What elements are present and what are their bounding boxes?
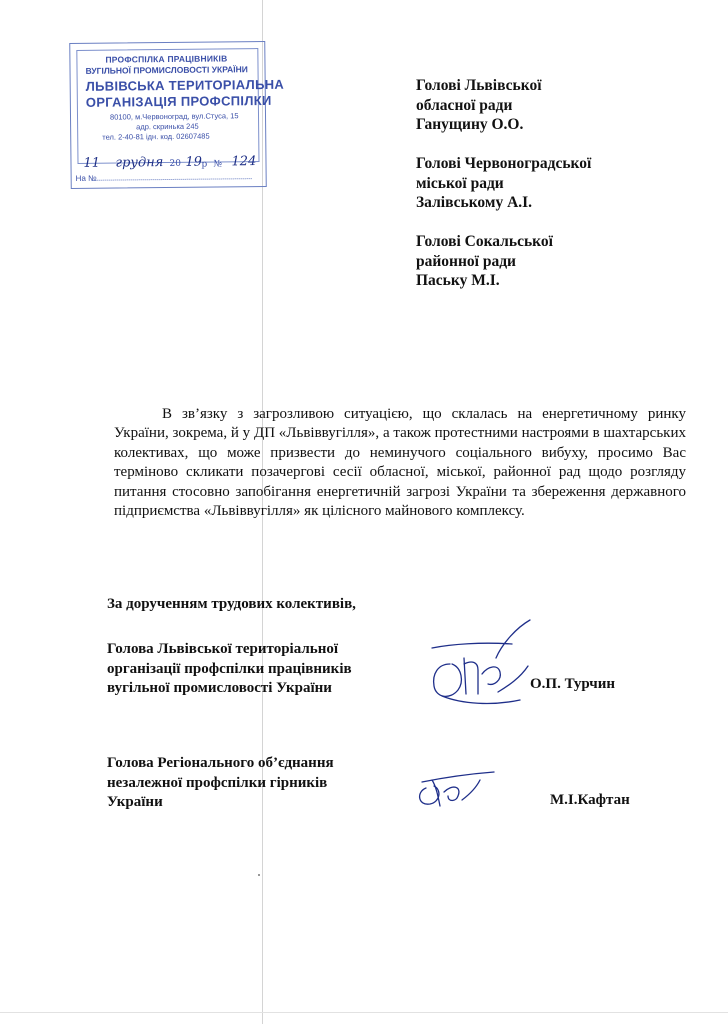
recipient-2 [416,154,706,213]
registration-stamp [69,41,285,189]
signer-title-line: України [107,794,163,810]
stamp-mailbox: адр. скринька 245 [136,121,199,132]
stamp-phone-code: тел. 2-40-81 ідн. код. 02607485 [102,131,210,142]
signer-1-name: О.П. Турчин [530,676,616,692]
recipient-line: районної ради [416,252,516,270]
stamp-line-4: ОРГАНІЗАЦІЯ ПРОФСПІЛКИ [85,92,272,110]
stamp-year-label: р [201,159,208,170]
stamp-reference-label: На № [75,173,97,183]
signer-2-title [107,754,334,813]
recipient-line: Голові Сокальської [416,233,553,250]
signer-2-name: М.І.Кафтан [550,792,630,808]
stamp-date-day: 11 [83,155,101,171]
recipient-line: Паську М.І. [416,272,500,289]
stamp-date-row [75,154,261,176]
stamp-date-year-suffix: 19 [185,154,203,170]
stamp-address: 80100, м.Червоноград, вул.Стуса, 15 [109,111,239,122]
stamp-line-3: ЛЬВІВСЬКА ТЕРИТОРІАЛЬНА [85,76,285,94]
stamp-reference-line [92,178,252,181]
recipient-line: Голові Львівської [416,77,542,94]
stamp-inner-frame [76,48,285,164]
recipients-block [416,76,706,310]
stamp-number-value: 124 [231,154,257,170]
stamp-date-year-prefix: 20 [169,158,182,169]
recipient-line: Залівському А.І. [416,194,533,211]
recipient-line: Ганущину О.О. [416,116,524,133]
stamp-number-label: № [213,159,223,170]
fold-line-horizontal [0,1012,728,1013]
stamp-line-1: ПРОФСПІЛКА ПРАЦІВНИКІВ [105,53,228,65]
signer-title-line: Голова Львівської територіальної [107,641,339,657]
signature-1-handwritten [412,614,542,714]
signer-1-title [107,640,352,699]
signer-title-line: організації профспілки працівників [107,660,352,677]
recipient-line: Голові Червоноградської [416,155,592,172]
stamp-line-2: ВУГІЛЬНОЇ ПРОМИСЛОВОСТІ УКРАЇНИ [85,64,248,76]
signature-2-handwritten [412,762,502,812]
recipient-line: обласної ради [416,96,513,114]
signer-title-line: Голова Регіонального об’єднання [107,755,334,771]
signer-title-line: незалежної профспілки гірників [107,774,328,791]
signer-title-line: вугільної промисловості України [107,680,332,696]
recipient-1 [416,76,706,135]
signature-intro: За дорученням трудових колективів, [107,596,356,612]
scan-speck [258,874,260,876]
stamp-date-month: грудня [115,155,164,171]
recipient-line: міської ради [416,174,504,192]
letter-body-paragraph: В зв’язку з загрозливою ситуацією, що склалась на енергетичному ринку України, зокрема, й у ДП «Львіввугілля», а також протестними настроями в шахтарських колективах, що може призвести до неминучого соціального вибуху, просимо Вас терміново скликати позачергові сесії обласної, міської, районної рад щодо розгляду питання стосовно запобігання енергетичній загрозі України та збереження державного підприємства «Львіввугілля» як цілісного майнового комплексу. [114,406,686,520]
recipient-3 [416,232,706,291]
